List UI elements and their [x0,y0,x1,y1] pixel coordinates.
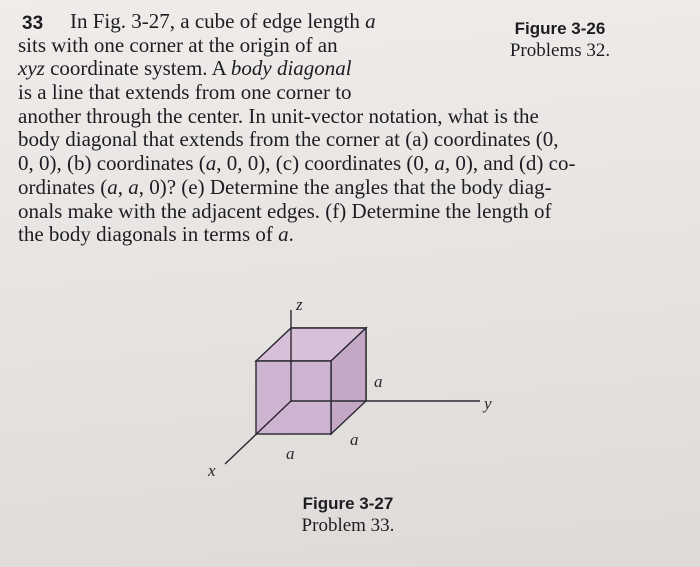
edge-label-front: a [286,444,295,463]
problem-line-9: onals make with the adjacent edges. (f) Determine the length of [18,198,552,223]
problem-line-8: ordinates (a, a, 0)? (e) Determine the angles that the body diag- [18,174,552,199]
cube-diagram [190,292,510,492]
figure-3-26-label: Figure 3-26 [514,19,606,38]
problem-line-7: 0, 0), (b) coordinates (a, 0, 0), (c) coordinates (0, a, 0), and (d) co- [18,151,576,176]
axis-label-x: x [208,461,216,480]
figure-3-26-caption [485,18,635,62]
cube-figure [190,292,510,492]
problem-number: 33 [22,13,44,34]
problem-line-6: body diagonal that extends from the corner at (a) coordinates (0, [18,127,559,152]
figure-3-26-problems: Problems 32. [509,40,611,61]
axis-label-y: y [484,394,492,413]
problem-line-1: In Fig. 3-27, a cube of edge length a [70,9,376,33]
figure-3-27-label: Figure 3-27 [302,494,394,513]
problem-line-4: is a line that extends from one corner to [18,80,352,105]
problem-line-5: another through the center. In unit-vector notation, what is the [18,103,539,128]
figure-3-27-caption [278,493,418,537]
problem-line-2: sits with one corner at the origin of an [18,32,338,57]
edge-label-depth: a [350,430,359,449]
figure-3-27-problem: Problem 33. [301,515,395,536]
edge-label-vertical: a [374,372,383,391]
problem-line-3: xyz coordinate system. A body diagonal [18,56,352,81]
problem-line-10: the body diagonals in terms of a. [18,222,294,247]
axis-label-z: z [296,295,303,314]
